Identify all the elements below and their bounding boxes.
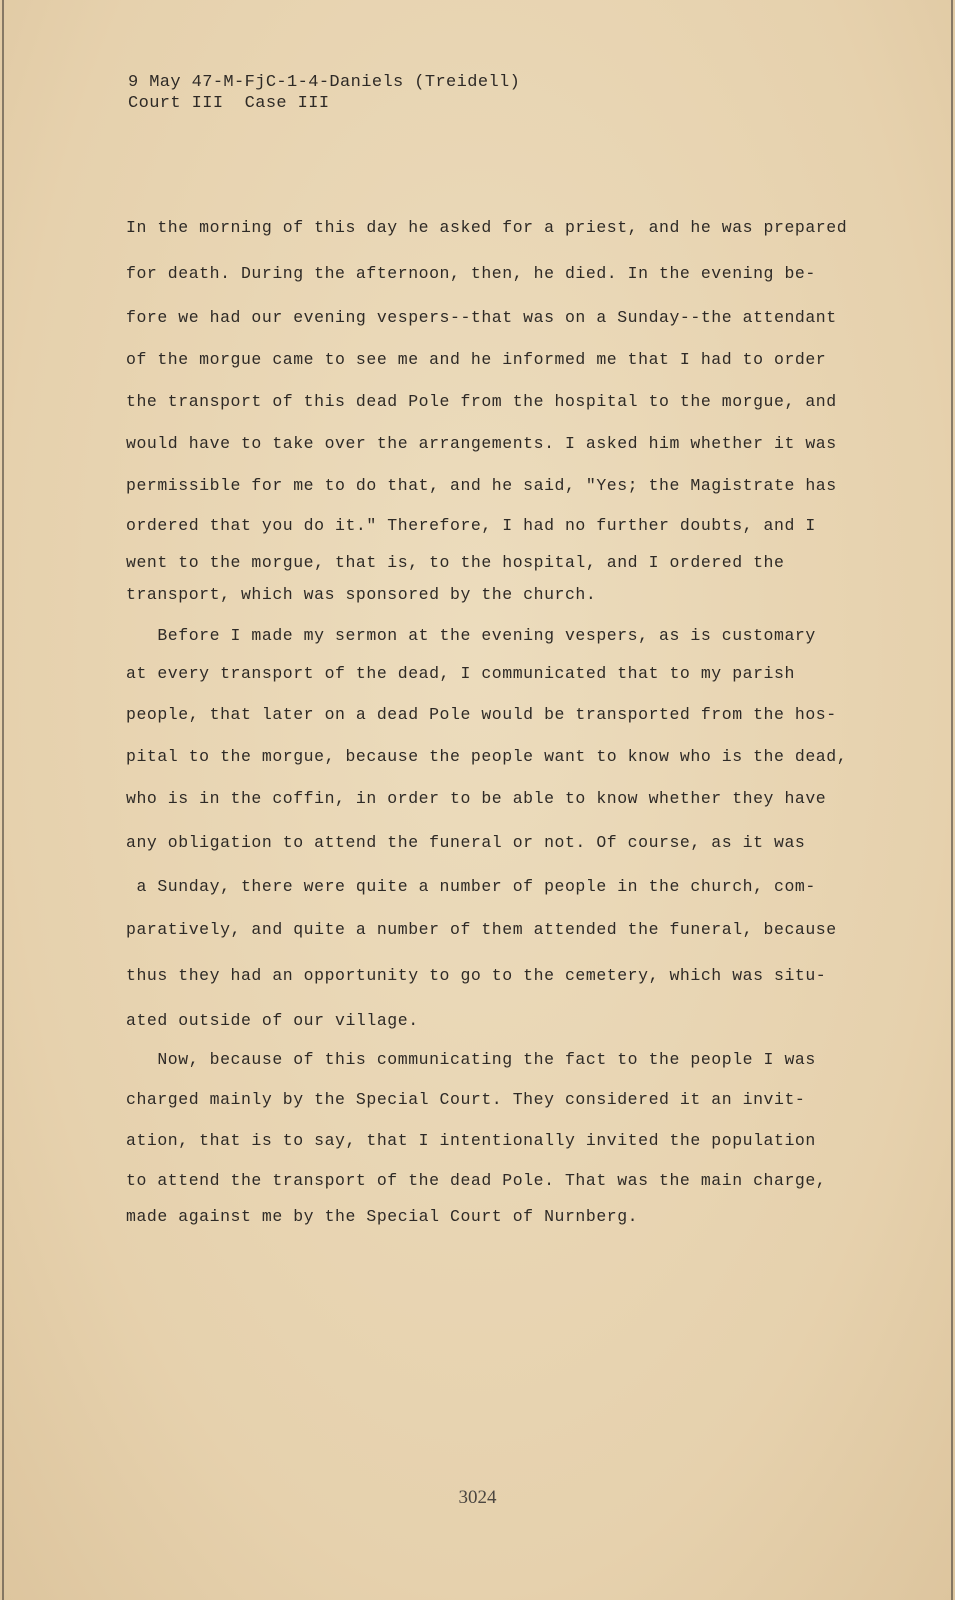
body-line: paratively, and quite a number of them attended the funeral, because — [126, 920, 837, 939]
body-line: ation, that is to say, that I intentionally invited the population — [126, 1131, 816, 1150]
body-line: would have to take over the arrangements. I asked him whether it was — [126, 434, 837, 453]
body-line: Before I made my sermon at the evening vespers, as is customary — [126, 626, 816, 645]
body-line: permissible for me to do that, and he said, "Yes; the Magistrate has — [126, 476, 837, 495]
body-line: ated outside of our village. — [126, 1011, 419, 1030]
page-left-edge — [2, 0, 4, 1600]
body-line: the transport of this dead Pole from the hospital to the morgue, and — [126, 392, 837, 411]
body-line: pital to the morgue, because the people want to know who is the dead, — [126, 747, 848, 766]
body-line: fore we had our evening vespers--that was on a Sunday--the attendant — [126, 308, 837, 327]
body-line: to attend the transport of the dead Pole. That was the main charge, — [126, 1171, 827, 1190]
body-line: ordered that you do it." Therefore, I had no further doubts, and I — [126, 516, 816, 535]
header-court-line: Court III Case III — [128, 94, 330, 113]
document-header — [128, 72, 520, 114]
body-line: made against me by the Special Court of Nurnberg. — [126, 1207, 639, 1226]
body-line: any obligation to attend the funeral or not. Of course, as it was — [126, 833, 806, 852]
page-right-edge — [951, 0, 953, 1600]
body-line: In the morning of this day he asked for a priest, and he was prepared — [126, 218, 848, 237]
body-line: people, that later on a dead Pole would be transported from the hos- — [126, 705, 837, 724]
body-line: a Sunday, there were quite a number of people in the church, com- — [126, 877, 816, 896]
body-line: for death. During the afternoon, then, he died. In the evening be- — [126, 264, 816, 283]
body-line: charged mainly by the Special Court. They considered it an invit- — [126, 1090, 806, 1109]
body-line: who is in the coffin, in order to be able to know whether they have — [126, 789, 827, 808]
body-line: went to the morgue, that is, to the hospital, and I ordered the — [126, 553, 785, 572]
body-line: thus they had an opportunity to go to the cemetery, which was situ- — [126, 966, 827, 985]
body-line: of the morgue came to see me and he informed me that I had to order — [126, 350, 827, 369]
header-reference-line: 9 May 47-M-FjC-1-4-Daniels (Treidell) — [128, 73, 521, 92]
body-line: Now, because of this communicating the fact to the people I was — [126, 1050, 816, 1069]
page-number: 3024 — [458, 1487, 497, 1508]
body-line: transport, which was sponsored by the church. — [126, 585, 597, 604]
body-line: at every transport of the dead, I communicated that to my parish — [126, 664, 795, 683]
